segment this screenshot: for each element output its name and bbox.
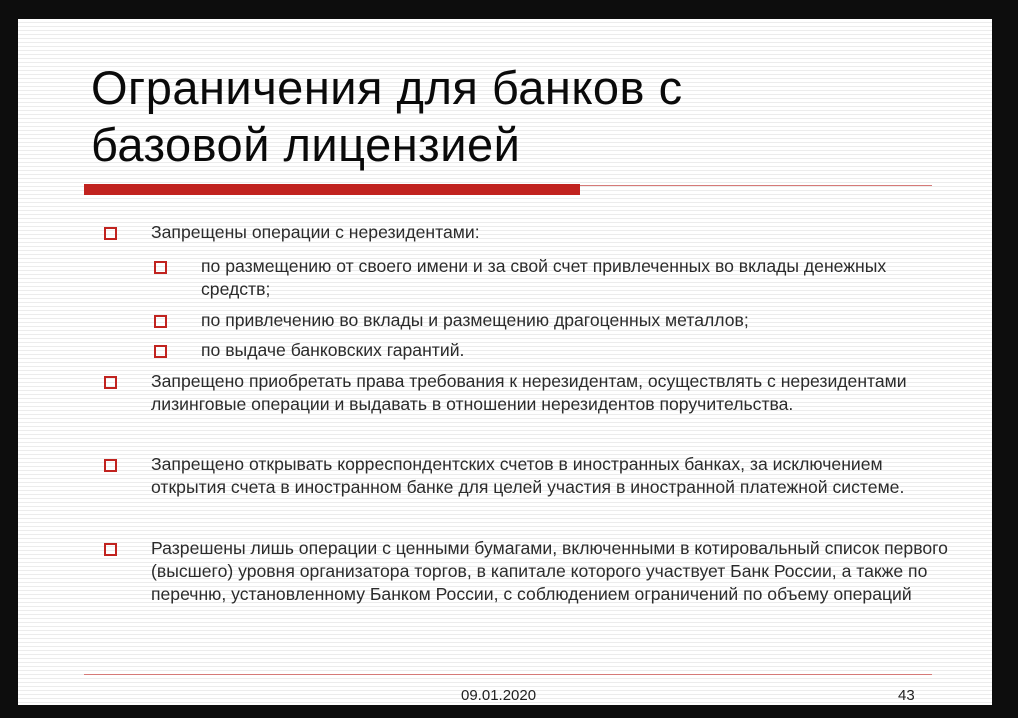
square-bullet-icon <box>154 315 167 328</box>
bullet-text: Запрещено приобретать права требования к нерезидентам, осуществлять с нерезидентами лизинговые операции и выдавать в отношении нерезидентов поручительства. <box>151 371 907 414</box>
square-bullet-icon <box>154 261 167 274</box>
bullet-text: Разрешены лишь операции с ценными бумагами, включенными в котировальный список первого (высшего) уровня организатора торгов, в капитале которого участвует Банк России, а также по перечню, установленному Банком России, с соблюдением ограничений по объему операций <box>151 538 948 604</box>
slide-title-line-2: базовой лицензией <box>91 118 521 171</box>
bullet-text: Запрещены операции с нерезидентами: <box>151 222 480 242</box>
square-bullet-icon <box>104 543 117 556</box>
bullet-text: по привлечению во вклады и размещению драгоценных металлов; <box>201 310 749 330</box>
sub-bullet-item <box>201 339 959 362</box>
square-bullet-icon <box>104 459 117 472</box>
square-bullet-icon <box>104 227 117 240</box>
sub-bullet-item <box>201 255 959 301</box>
bullet-item <box>151 537 963 606</box>
slide-title-line-1: Ограничения для банков с <box>91 61 683 114</box>
bullet-text: по размещению от своего имени и за свой счет привлеченных во вклады денежных средств; <box>201 256 887 299</box>
sub-bullet-item <box>201 309 959 332</box>
bullet-text: Запрещено открывать корреспондентских счетов в иностранных банках, за исключением открытия счета в иностранном банке для целей участия в иностранной платежной системе. <box>151 454 905 497</box>
presentation-slide <box>18 19 992 705</box>
square-bullet-icon <box>104 376 117 389</box>
bullet-item <box>151 370 946 416</box>
title-underline-thin <box>580 185 932 186</box>
slide-title <box>91 59 951 173</box>
bullet-item <box>151 221 951 244</box>
footer-date: 09.01.2020 <box>461 687 537 704</box>
page-number: 43 <box>898 687 915 704</box>
square-bullet-icon <box>154 345 167 358</box>
bullet-item <box>151 453 911 499</box>
title-underline-accent <box>84 184 580 195</box>
bullet-text: по выдаче банковских гарантий. <box>201 340 465 360</box>
footer-divider <box>84 674 932 675</box>
